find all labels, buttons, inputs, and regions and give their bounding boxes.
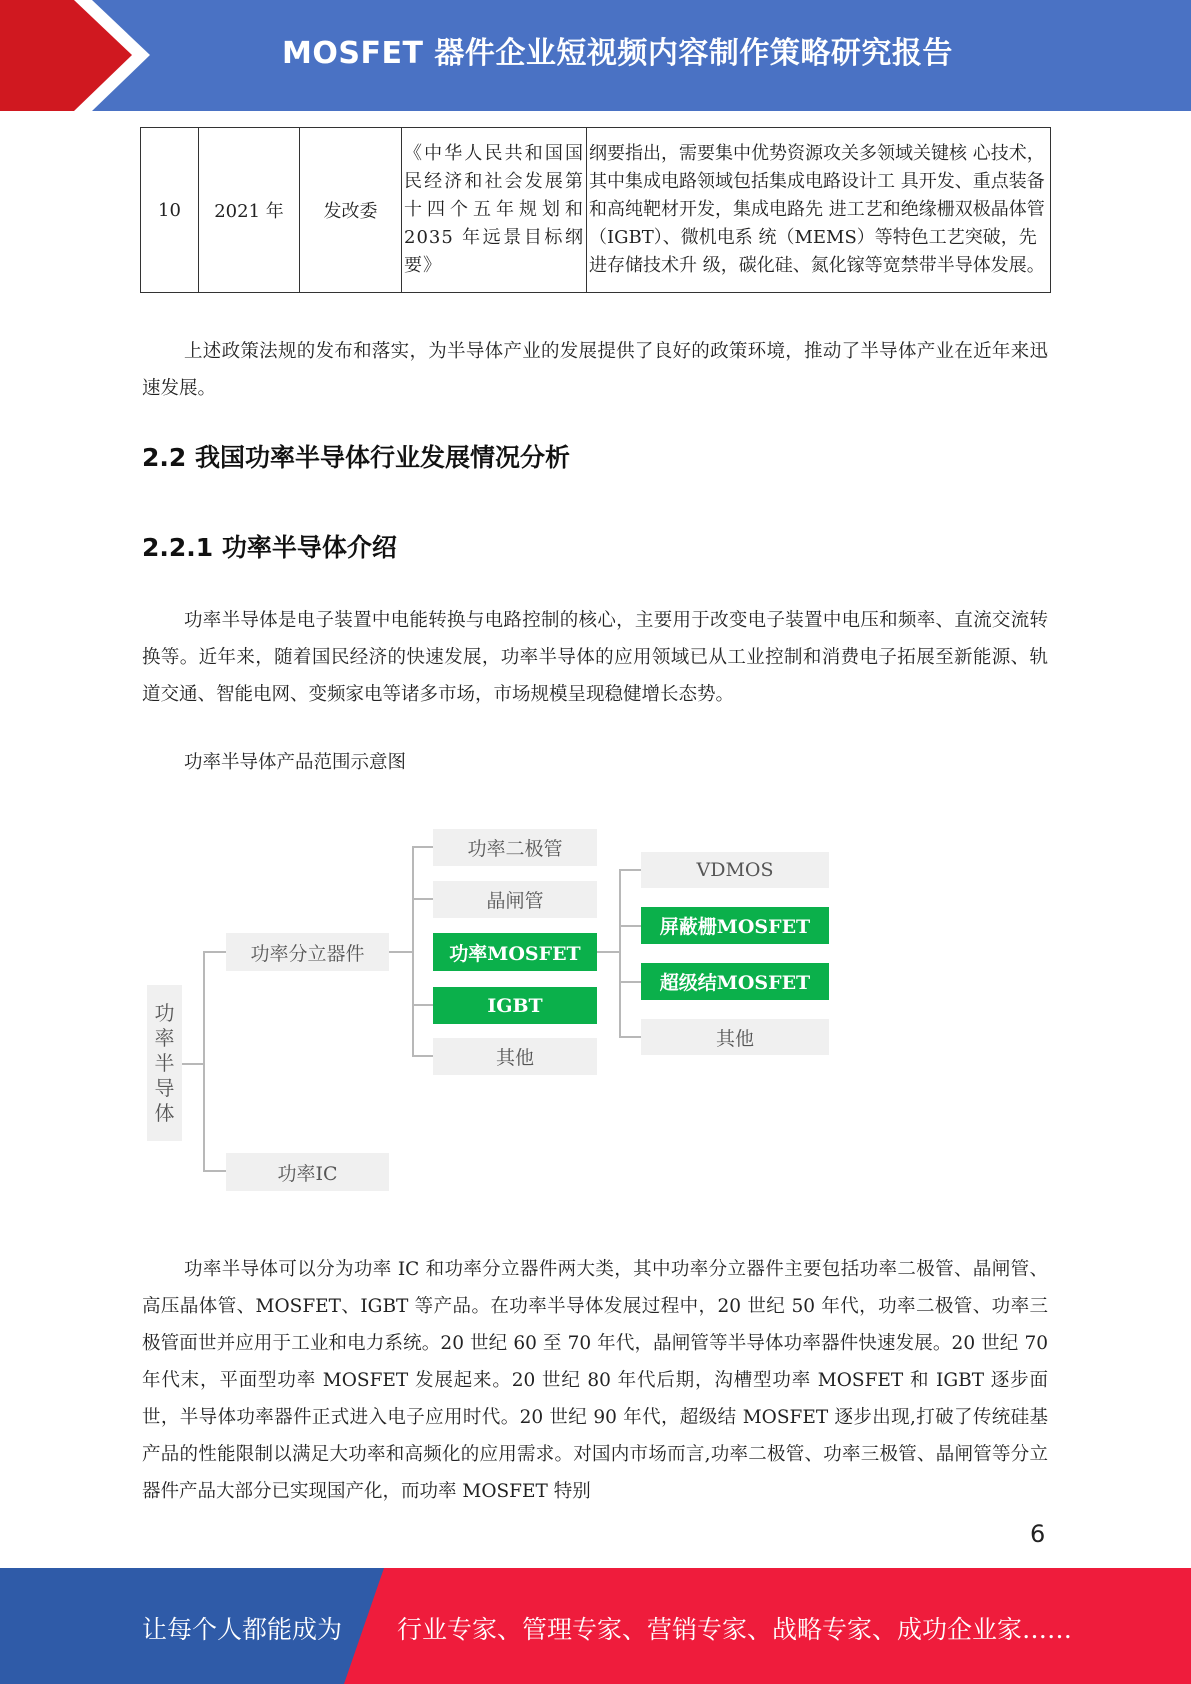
figure-caption: 功率半导体产品范围示意图 [184,752,407,773]
node-power-mosfet: 功率MOSFET [433,933,597,971]
connector-line [619,925,641,927]
page-header [0,0,1191,111]
connector-line [412,1004,433,1006]
document-cell: 《中华人民共和国国民经济和社会发展第十四个五年规划和 2035 年远景目标纲要》 [402,128,587,293]
node-power-ic: 功率IC [226,1153,389,1191]
node-power-diode: 功率二极管 [433,829,597,866]
connector-line [412,846,414,1056]
node-power-semiconductor [147,985,182,1141]
connector-line [412,898,433,900]
connector-line [203,1170,226,1172]
node-label-char: 体 [154,1100,175,1125]
page-number: 6 [1030,1520,1046,1548]
node-other-mosfet: 其他 [641,1019,829,1055]
node-vdmos: VDMOS [641,852,829,888]
node-igbt: IGBT [433,987,597,1024]
node-label-char: 半 [154,1050,175,1075]
connector-line [203,951,226,953]
node-label-char: 导 [154,1075,175,1100]
paragraph-policy-summary: 上述政策法规的发布和落实，为半导体产业的发展提供了良好的政策环境，推动了半导体产业在近年来迅速发展。 [142,341,1048,399]
content-cell: 纲要指出，需要集中优势资源攻关多领域关键核 心技术，其中集成电路领域包括集成电路设计工 具开发、重点装备和高纯靶材开发，集成电路先 进工艺和绝缘栅双极晶体管（IGBT）、微机电系 统（MEMS）等特色工艺突破，先进存储技术升 级，碳化硅、氮化镓等宽禁带半导体发展。 [587,128,1051,293]
connector-line [597,951,620,953]
year-cell: 2021 年 [199,128,300,293]
issuer-cell: 发改委 [300,128,402,293]
connector-line [619,1036,641,1038]
connector-line [412,1055,433,1057]
policy-table [140,127,1051,293]
page-footer [0,1568,1191,1684]
paragraph-power-semiconductor-history: 功率半导体可以分为功率 IC 和功率分立器件两大类，其中功率分立器件主要包括功率二极管、晶闸管、高压晶体管、MOSFET、IGBT 等产品。在功率半导体发展过程中，20 世纪 50 年代，功率二极管、功率三极管面世并应用于工业和电力系统。20 世纪 60 至 70 年代，晶闸管等半导体功率器件快速发展。20 世纪 70 年代末，平面型功率 MOSFET 发展起来。20 世纪 80 年代后期，沟槽型功率 MOSFET 和 IGBT 逐步面世，半导体功率器件正式进入电子应用时代。20 世纪 90 年代，超级结 MOSFET 逐步出现,打破了传统硅基产品的性能限制以满足大功率和高频化的应用需求。对国内市场而言,功率二极管、功率三极管、晶闸管等分立器件产品大部分已实现国产化，而功率 MOSFET 特别 [142,1259,1048,1502]
node-thyristor: 晶闸管 [433,881,597,918]
connector-line [182,1063,204,1065]
paragraph-power-semiconductor-intro: 功率半导体是电子装置中电能转换与电路控制的核心，主要用于改变电子装置中电压和频率、直流交流转换等。近年来，随着国民经济的快速发展，功率半导体的应用领域已从工业控制和消费电子拓展至新能源、轨道交通、智能电网、变频家电等诸多市场，市场规模呈现稳健增长态势。 [142,610,1048,705]
table-row [141,128,1051,293]
section-heading-2-2-1: 2.2.1 功率半导体介绍 [142,533,397,562]
report-title: MOSFET 器件企业短视频内容制作策略研究报告 [282,36,953,71]
node-shielded-gate-mosfet: 屏蔽栅MOSFET [641,907,829,944]
footer-slogan-right: 行业专家、管理专家、营销专家、战略专家、成功企业家…… [397,1615,1073,1644]
footer-slogan-left: 让每个人都能成为 [142,1615,343,1644]
node-other-discrete: 其他 [433,1038,597,1075]
node-label [155,1001,175,1126]
connector-line [619,869,641,871]
node-power-discrete-devices: 功率分立器件 [226,933,389,971]
node-super-junction-mosfet: 超级结MOSFET [641,963,829,1000]
connector-line [389,951,413,953]
header-arrow-decoration [0,0,150,111]
node-label-char: 功 [154,1000,175,1025]
connector-line [203,952,205,1171]
node-label-char: 率 [154,1025,175,1050]
connector-line [412,846,433,848]
section-heading-2-2: 2.2 我国功率半导体行业发展情况分析 [142,443,570,472]
row-number-cell: 10 [141,128,199,293]
connector-line [619,869,621,1037]
connector-line [619,981,641,983]
